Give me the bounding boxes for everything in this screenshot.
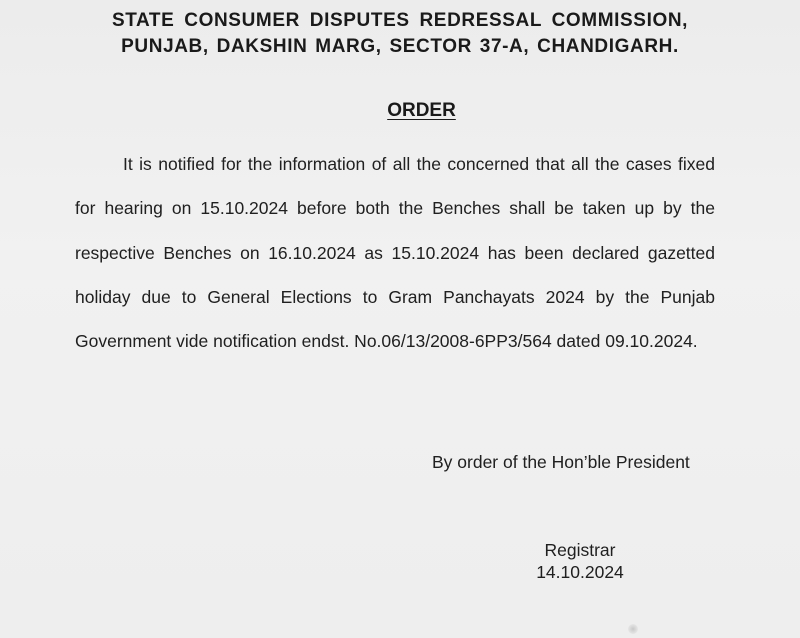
order-title: ORDER: [387, 100, 456, 121]
commission-address-heading: PUNJAB, DAKSHIN MARG, SECTOR 37-A, CHANDIGARH.: [121, 36, 679, 57]
order-body-paragraph: It is notified for the information of all the concerned that all the cases fixed for hearing on 15.10.2024 before both the Benches shall be taken up by the respective Benches on 16.10.2024 as 15.10.2024 has been declared gazetted holiday due to General Elections to Gram Panchayats 2024 by the Punjab Government vide notification endst. No.06/13/2008-6PP3/564 dated 09.10.2024.: [75, 154, 715, 352]
signatory-title: Registrar: [544, 540, 616, 560]
signature-block: [520, 539, 640, 583]
signoff-line: By order of the Hon’ble President: [432, 452, 690, 472]
signature-date: 14.10.2024: [536, 562, 624, 582]
commission-name-heading: STATE CONSUMER DISPUTES REDRESSAL COMMISSION,: [111, 10, 689, 31]
paper-speck: [628, 624, 638, 634]
